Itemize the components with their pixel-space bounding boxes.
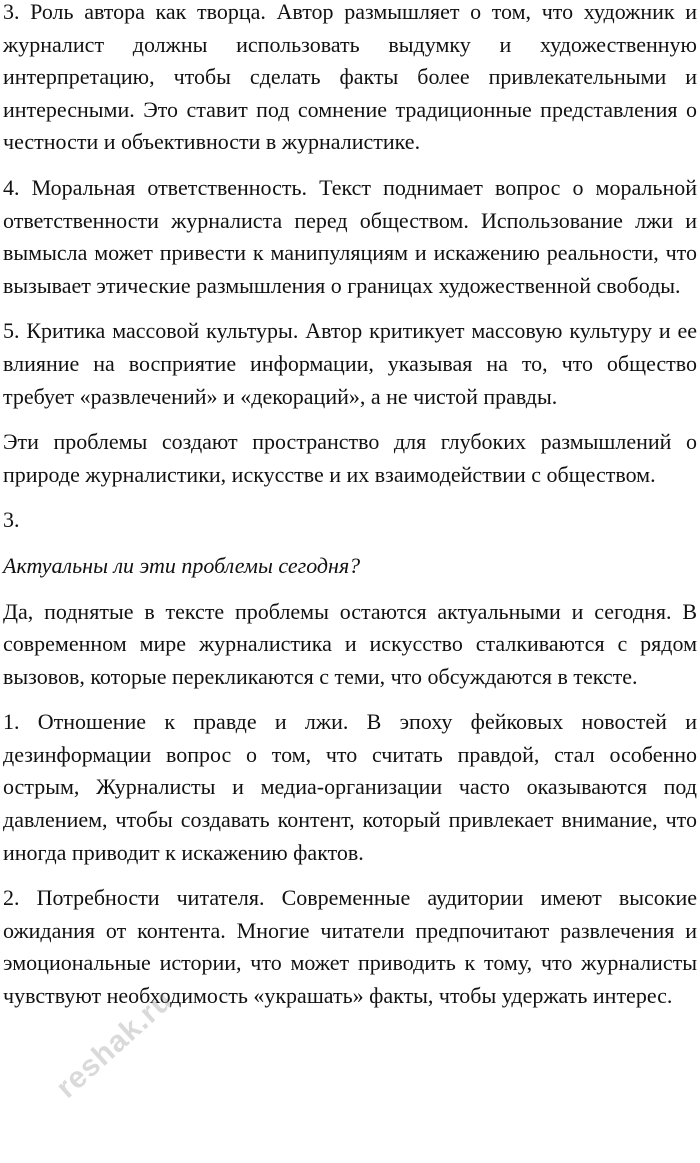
paragraph-moral-responsibility: 4. Моральная ответственность. Текст поднимает вопрос о моральной ответственности журналиста перед обществом. Использование лжи и вымысла может привести к манипуляциям и искажению реальности, что вызывает этические размышления о границах художественной свободы.: [3, 174, 697, 298]
paragraph-relevance-answer: Да, поднятые в тексте проблемы остаются актуальными и сегодня. В современном мире журналистика и искусство сталкиваются с рядом вызовов, которые перекликаются с теми, что обсуждаются в тексте.: [3, 598, 697, 689]
document-page: [3, 0, 697, 1026]
paragraph-reader-needs: 2. Потребности читателя. Современные аудитории имеют высокие ожидания от контента. Многие читатели предпочитают развлечения и эмоциональные истории, что может приводить к тому, что журналисты чувствуют необходимость «украшать» факты, чтобы удержать интерес.: [3, 885, 697, 1009]
watermark-logo: reshak.ru: [50, 983, 180, 1105]
paragraph-mass-culture-critique: 5. Критика массовой культуры. Автор критикует массовую культуру и ее влияние на восприятие информации, указывая на то, что общество требует «развлечений» и «декораций», а не чистой правды.: [3, 318, 697, 409]
section-question: Актуальны ли эти проблемы сегодня?: [3, 552, 361, 578]
paragraph-truth-and-lies: 1. Отношение к правде и лжи. В эпоху фейковых новостей и дезинформации вопрос о том, что считать правдой, стал особенно острым, Журналисты и медиа-организации часто оказываются под давлением, чтобы создавать контент, который привлекает внимание, что иногда приводит к искажению фактов.: [3, 709, 697, 865]
paragraph-summary: Эти проблемы создают пространство для глубоких размышлений о природе журналистики, искусстве и их взаимодействии с обществом.: [3, 429, 697, 487]
paragraph-author-as-creator: 3. Роль автора как творца. Автор размышляет о том, что художник и журналист должны использовать выдумку и художественную интерпретацию, чтобы сделать факты более привлекательными и интересными. Это ставит под сомнение традиционные представления о честности и объективности в журналистике.: [3, 0, 697, 155]
section-number: 3.: [3, 507, 20, 533]
